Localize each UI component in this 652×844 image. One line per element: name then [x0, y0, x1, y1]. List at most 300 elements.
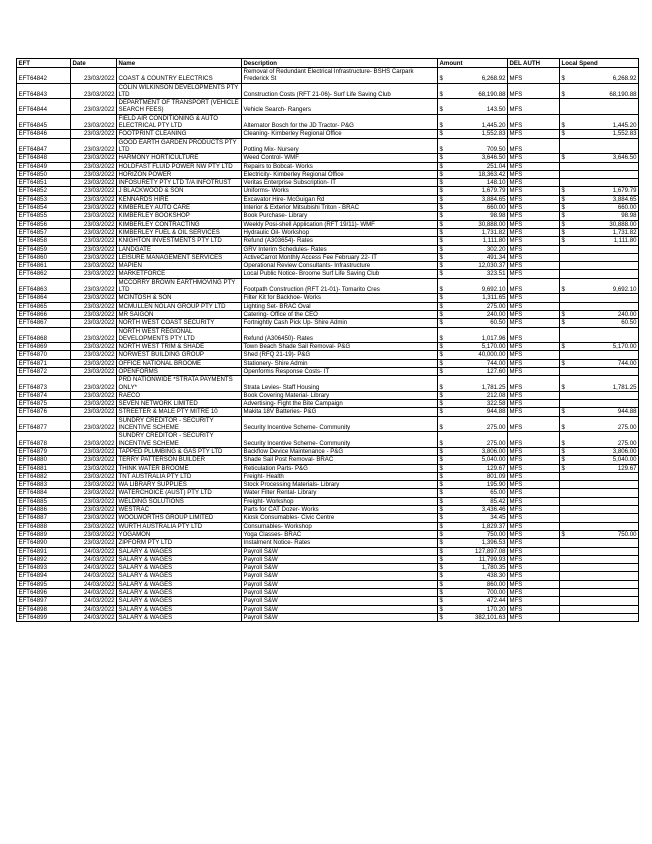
del-auth-cell: MFS [508, 162, 560, 170]
currency-symbol: $ [439, 204, 443, 212]
currency-symbol: $ [561, 383, 565, 391]
name-cell: OPENFORMS [117, 367, 242, 375]
eft-cell: EFT64844 [17, 99, 71, 115]
currency-symbol: $ [439, 106, 443, 114]
amount-cell-value: 302.20 [486, 245, 506, 253]
eft-cell: EFT64847 [17, 138, 71, 154]
amount-cell [438, 237, 508, 245]
local-spend-cell [560, 302, 639, 310]
description-cell: Payroll S&W [242, 605, 438, 613]
currency-symbol: $ [439, 351, 443, 359]
amount-cell [438, 130, 508, 138]
local-spend-cell [560, 580, 639, 588]
amount-cell [438, 187, 508, 195]
amount-cell [438, 270, 508, 278]
name-cell: FOOTPRINT CLEANING [117, 130, 242, 138]
local-spend-cell [560, 245, 639, 253]
local-spend-cell [560, 489, 639, 497]
date-cell: 23/03/2022 [71, 497, 117, 505]
amount-cell-value: 34.45 [490, 514, 506, 522]
name-cell: COLIN WILKINSON DEVELOPMENTS PTY LTD [117, 83, 242, 99]
local-spend-cell [560, 327, 639, 343]
del-auth-cell: MFS [508, 187, 560, 195]
payments-table [16, 58, 639, 622]
amount-cell [438, 327, 508, 343]
date-cell: 23/03/2022 [71, 130, 117, 138]
date-cell: 24/03/2022 [71, 555, 117, 563]
del-auth-cell: MFS [508, 114, 560, 130]
name-cell: COAST & COUNTRY ELECTRICS [117, 68, 242, 84]
local-spend-cell-value: 1,679.79 [612, 187, 637, 195]
eft-cell: EFT64863 [17, 278, 71, 294]
del-auth-cell: MFS [508, 99, 560, 115]
amount-cell [438, 179, 508, 187]
amount-cell-value: 127.60 [486, 367, 506, 375]
amount-cell-value: 3,646.50 [481, 154, 506, 162]
amount-cell [438, 319, 508, 327]
description-cell: Local Public Notice- Broome Surf Life Saving Club [242, 270, 438, 278]
amount-cell-value: 240.00 [486, 310, 506, 318]
eft-cell: EFT64851 [17, 179, 71, 187]
currency-symbol: $ [439, 212, 443, 220]
date-cell: 23/03/2022 [71, 432, 117, 448]
table-row [17, 514, 639, 522]
del-auth-cell: MFS [508, 547, 560, 555]
del-auth-cell: MFS [508, 270, 560, 278]
amount-cell [438, 99, 508, 115]
amount-cell [438, 447, 508, 455]
amount-cell-value: 275.00 [486, 439, 506, 447]
eft-cell: EFT64886 [17, 506, 71, 514]
local-spend-cell [560, 522, 639, 530]
local-spend-cell [560, 564, 639, 572]
name-cell: LEISURE MANAGEMENT SERVICES [117, 253, 242, 261]
amount-cell [438, 456, 508, 464]
local-spend-cell [560, 530, 639, 538]
local-spend-cell-value: 1,445.20 [612, 122, 637, 130]
amount-cell [438, 489, 508, 497]
amount-cell-value: 5,040.00 [481, 456, 506, 464]
local-spend-cell [560, 506, 639, 514]
table-row [17, 170, 639, 178]
amount-cell [438, 253, 508, 261]
description-cell: Lighting Set- BRAC Oval [242, 302, 438, 310]
currency-symbol: $ [439, 145, 443, 153]
amount-cell-value: 11,799.93 [478, 555, 506, 563]
description-cell: Weed Control- WMF [242, 154, 438, 162]
currency-symbol: $ [439, 359, 443, 367]
eft-cell: EFT64848 [17, 154, 71, 162]
local-spend-cell [560, 447, 639, 455]
currency-symbol: $ [439, 228, 443, 236]
eft-cell: EFT64868 [17, 327, 71, 343]
currency-symbol: $ [439, 170, 443, 178]
local-spend-cell [560, 572, 639, 580]
name-cell: NORTH WEST TRIM & SHADE [117, 343, 242, 351]
local-spend-cell [560, 294, 639, 302]
description-cell: Operational Review Consultants- Infrastructure [242, 262, 438, 270]
eft-cell: EFT64869 [17, 343, 71, 351]
date-cell: 23/03/2022 [71, 416, 117, 432]
local-spend-cell [560, 130, 639, 138]
name-cell: WESTRAC [117, 506, 242, 514]
description-cell: Yoga Classes- BRAC [242, 530, 438, 538]
description-cell: Backflow Device Maintenance - P&G [242, 447, 438, 455]
date-cell: 24/03/2022 [71, 572, 117, 580]
date-cell: 23/03/2022 [71, 212, 117, 220]
del-auth-cell: MFS [508, 68, 560, 84]
table-row [17, 597, 639, 605]
amount-cell-value: 1,445.20 [481, 122, 506, 130]
eft-cell: EFT64874 [17, 391, 71, 399]
date-cell: 23/03/2022 [71, 481, 117, 489]
table-row [17, 359, 639, 367]
table-row [17, 154, 639, 162]
local-spend-cell [560, 589, 639, 597]
date-cell: 23/03/2022 [71, 539, 117, 547]
table-row [17, 472, 639, 480]
local-spend-cell-value: 275.00 [617, 439, 637, 447]
date-cell: 23/03/2022 [71, 237, 117, 245]
description-cell: Hydraulic Oil- Workshop [242, 228, 438, 236]
eft-cell: EFT64852 [17, 187, 71, 195]
amount-cell-value: 382,101.63 [475, 613, 506, 621]
currency-symbol: $ [439, 310, 443, 318]
del-auth-cell: MFS [508, 278, 560, 294]
amount-cell [438, 400, 508, 408]
name-cell: OFFICE NATIONAL BROOME [117, 359, 242, 367]
currency-symbol: $ [561, 464, 565, 472]
local-spend-cell [560, 514, 639, 522]
amount-cell-value: 1,311.65 [482, 294, 506, 302]
local-spend-cell [560, 270, 639, 278]
local-spend-cell-value: 275.00 [617, 424, 637, 432]
local-spend-cell [560, 359, 639, 367]
description-cell: Book Purchase- Library [242, 212, 438, 220]
local-spend-cell-value: 240.00 [617, 310, 637, 318]
name-cell: SUNDRY CREDITOR - SECURITY INCENTIVE SCHEME [117, 432, 242, 448]
amount-cell [438, 613, 508, 621]
local-spend-cell [560, 228, 639, 236]
eft-cell: EFT64865 [17, 302, 71, 310]
amount-cell-value: 98.98 [490, 212, 506, 220]
del-auth-cell: MFS [508, 310, 560, 318]
currency-symbol: $ [561, 90, 565, 98]
currency-symbol: $ [439, 506, 443, 514]
amount-cell [438, 597, 508, 605]
table-row [17, 447, 639, 455]
local-spend-cell-value: 98.98 [621, 212, 637, 220]
del-auth-cell: MFS [508, 204, 560, 212]
table-row [17, 613, 639, 621]
date-cell: 23/03/2022 [71, 400, 117, 408]
amount-cell [438, 472, 508, 480]
del-auth-cell: MFS [508, 564, 560, 572]
table-row [17, 327, 639, 343]
currency-symbol: $ [439, 195, 443, 203]
amount-cell [438, 83, 508, 99]
local-spend-cell-value: 750.00 [617, 530, 637, 538]
amount-cell-value: 1,396.53 [481, 539, 506, 547]
local-spend-cell [560, 154, 639, 162]
table-row [17, 99, 639, 115]
currency-symbol: $ [561, 212, 565, 220]
name-cell: STREETER & MALE PTY MITRE 10 [117, 408, 242, 416]
col-header-eft: EFT [17, 59, 71, 68]
currency-symbol: $ [561, 439, 565, 447]
amount-cell [438, 481, 508, 489]
currency-symbol: $ [439, 564, 443, 572]
date-cell: 23/03/2022 [71, 245, 117, 253]
eft-cell: EFT64877 [17, 416, 71, 432]
table-row [17, 481, 639, 489]
table-row [17, 302, 639, 310]
amount-cell [438, 212, 508, 220]
amount-cell-value: 143.50 [486, 106, 506, 114]
name-cell: KIMBERLEY AUTO CARE [117, 204, 242, 212]
eft-cell: EFT64895 [17, 580, 71, 588]
description-cell: Kiosk Consumables- Civic Centre [242, 514, 438, 522]
amount-cell [438, 547, 508, 555]
description-cell: Payroll S&W [242, 580, 438, 588]
local-spend-cell [560, 310, 639, 318]
local-spend-cell-value: 68,190.88 [609, 90, 637, 98]
del-auth-cell: MFS [508, 522, 560, 530]
amount-cell-value: 1,111.80 [482, 237, 506, 245]
currency-symbol: $ [561, 122, 565, 130]
currency-symbol: $ [439, 497, 443, 505]
name-cell: WOOLWORTHS GROUP LIMITED [117, 514, 242, 522]
local-spend-cell [560, 195, 639, 203]
name-cell: SALARY & WAGES [117, 613, 242, 621]
date-cell: 23/03/2022 [71, 376, 117, 392]
amount-cell-value: 251.04 [486, 162, 506, 170]
currency-symbol: $ [439, 367, 443, 375]
local-spend-cell [560, 179, 639, 187]
description-cell: Uniforms- Works [242, 187, 438, 195]
name-cell: KNIGHTON INVESTMENTS PTY LTD [117, 237, 242, 245]
currency-symbol: $ [439, 597, 443, 605]
eft-cell: EFT64875 [17, 400, 71, 408]
currency-symbol: $ [439, 530, 443, 538]
description-cell: Payroll S&W [242, 564, 438, 572]
description-cell: Removal of Redundant Electrical Infrastructure- BSHS Carpark Frederick St [242, 68, 438, 84]
table-row [17, 237, 639, 245]
local-spend-cell [560, 456, 639, 464]
amount-cell-value: 148.10 [486, 179, 506, 187]
date-cell: 23/03/2022 [71, 99, 117, 115]
description-cell: Stock Processing Materials- Library [242, 481, 438, 489]
amount-cell-value: 3,436.46 [481, 506, 506, 514]
currency-symbol: $ [439, 514, 443, 522]
name-cell: SALARY & WAGES [117, 597, 242, 605]
eft-cell: EFT64876 [17, 408, 71, 416]
local-spend-cell-value: 3,806.00 [612, 447, 637, 455]
del-auth-cell: MFS [508, 447, 560, 455]
description-cell: Excavator Hire- McGuigan Rd [242, 195, 438, 203]
amount-cell [438, 294, 508, 302]
amount-cell-value: 1,781.25 [481, 383, 506, 391]
local-spend-cell [560, 343, 639, 351]
eft-cell: EFT64853 [17, 195, 71, 203]
currency-symbol: $ [439, 447, 443, 455]
local-spend-cell-value: 60.50 [621, 319, 637, 327]
description-cell: Payroll S&W [242, 572, 438, 580]
date-cell: 23/03/2022 [71, 530, 117, 538]
table-row [17, 572, 639, 580]
name-cell: MARKETFORCE [117, 270, 242, 278]
description-cell: Payroll S&W [242, 555, 438, 563]
description-cell: ActiveCarrot Monthly Access Fee February 22- IT [242, 253, 438, 261]
del-auth-cell: MFS [508, 302, 560, 310]
date-cell: 23/03/2022 [71, 114, 117, 130]
del-auth-cell: MFS [508, 319, 560, 327]
local-spend-cell [560, 253, 639, 261]
table-row [17, 489, 639, 497]
local-spend-cell-value: 1,111.80 [613, 237, 637, 245]
currency-symbol: $ [561, 237, 565, 245]
eft-cell: EFT64862 [17, 270, 71, 278]
local-spend-cell-value: 1,731.82 [612, 228, 637, 236]
col-header-description: Description [242, 59, 438, 68]
local-spend-cell [560, 99, 639, 115]
del-auth-cell: MFS [508, 456, 560, 464]
description-cell: Fortnightly Cash Pick Up- Shire Admin [242, 319, 438, 327]
name-cell: SALARY & WAGES [117, 580, 242, 588]
description-cell: Cleaning- Kimberley Regional Office [242, 130, 438, 138]
del-auth-cell: MFS [508, 130, 560, 138]
description-cell: Refund (A303654)- Rates [242, 237, 438, 245]
description-cell: Alternator Bosch for the JD Tractor- P&G [242, 114, 438, 130]
currency-symbol: $ [439, 154, 443, 162]
description-cell: Payroll S&W [242, 613, 438, 621]
amount-cell-value: 801.09 [486, 472, 506, 480]
amount-cell [438, 351, 508, 359]
description-cell: Freight- Health [242, 472, 438, 480]
local-spend-cell [560, 472, 639, 480]
date-cell: 23/03/2022 [71, 408, 117, 416]
name-cell: NORWEST BUILDING GROUP [117, 351, 242, 359]
description-cell: Book Covering Material- Library [242, 391, 438, 399]
del-auth-cell: MFS [508, 555, 560, 563]
date-cell: 23/03/2022 [71, 359, 117, 367]
amount-cell-value: 40,000.00 [478, 351, 506, 359]
amount-cell [438, 228, 508, 236]
date-cell: 23/03/2022 [71, 220, 117, 228]
amount-cell-value: 9,692.10 [481, 286, 506, 294]
amount-cell [438, 343, 508, 351]
currency-symbol: $ [439, 286, 443, 294]
currency-symbol: $ [439, 605, 443, 613]
local-spend-cell [560, 278, 639, 294]
date-cell: 24/03/2022 [71, 547, 117, 555]
description-cell: Security Incentive Scheme- Community [242, 416, 438, 432]
table-row [17, 343, 639, 351]
description-cell: Security Incentive Scheme- Community [242, 432, 438, 448]
table-row [17, 278, 639, 294]
date-cell: 23/03/2022 [71, 270, 117, 278]
del-auth-cell: MFS [508, 367, 560, 375]
del-auth-cell: MFS [508, 212, 560, 220]
amount-cell [438, 162, 508, 170]
amount-cell-value: 275.00 [486, 424, 506, 432]
amount-cell [438, 464, 508, 472]
description-cell: Parts for CAT Dozer- Works [242, 506, 438, 514]
amount-cell-value: 3,806.00 [481, 447, 506, 455]
del-auth-cell: MFS [508, 605, 560, 613]
amount-cell-value: 68,190.88 [478, 90, 506, 98]
table-row [17, 400, 639, 408]
date-cell: 23/03/2022 [71, 343, 117, 351]
name-cell: WATERCHOICE (AUST) PTY LTD [117, 489, 242, 497]
table-row [17, 138, 639, 154]
name-cell: GOOD EARTH GARDEN PRODUCTS PTY LTD [117, 138, 242, 154]
currency-symbol: $ [561, 447, 565, 455]
currency-symbol: $ [561, 286, 565, 294]
col-header-date: Date [71, 59, 117, 68]
amount-cell-value: 750.00 [486, 530, 506, 538]
eft-cell: EFT64872 [17, 367, 71, 375]
table-row [17, 83, 639, 99]
eft-cell: EFT64896 [17, 589, 71, 597]
amount-cell-value: 3,884.65 [481, 195, 506, 203]
amount-cell-value: 709.50 [486, 145, 506, 153]
eft-cell: EFT64864 [17, 294, 71, 302]
amount-cell [438, 302, 508, 310]
currency-symbol: $ [561, 220, 565, 228]
eft-cell: EFT64899 [17, 613, 71, 621]
date-cell: 23/03/2022 [71, 228, 117, 236]
name-cell: TNT AUSTRALIA PTY LTD [117, 472, 242, 480]
col-header-del-auth: DEL AUTH [508, 59, 560, 68]
amount-cell [438, 204, 508, 212]
currency-symbol: $ [439, 439, 443, 447]
description-cell: Stationery- Shire Admin [242, 359, 438, 367]
amount-cell [438, 245, 508, 253]
local-spend-cell [560, 204, 639, 212]
currency-symbol: $ [439, 245, 443, 253]
amount-cell [438, 506, 508, 514]
date-cell: 23/03/2022 [71, 367, 117, 375]
currency-symbol: $ [439, 383, 443, 391]
currency-symbol: $ [439, 572, 443, 580]
eft-cell: EFT64891 [17, 547, 71, 555]
del-auth-cell: MFS [508, 237, 560, 245]
currency-symbol: $ [439, 613, 443, 621]
local-spend-cell-value: 5,170.00 [612, 343, 637, 351]
description-cell: Electricity- Kimberley Regional Office [242, 170, 438, 178]
eft-cell: EFT64889 [17, 530, 71, 538]
name-cell: MCMULLEN NOLAN GROUP PTY LTD [117, 302, 242, 310]
del-auth-cell: MFS [508, 195, 560, 203]
amount-cell-value: 65.00 [490, 489, 506, 497]
name-cell: ZIPFORM PTY LTD [117, 539, 242, 547]
currency-symbol: $ [439, 90, 443, 98]
description-cell: Construction Costs (RFT 21-06)- Surf Life Saving Club [242, 83, 438, 99]
name-cell: MAPIEN [117, 262, 242, 270]
table-row [17, 319, 639, 327]
amount-cell [438, 367, 508, 375]
table-row [17, 220, 639, 228]
del-auth-cell: MFS [508, 530, 560, 538]
eft-cell: EFT64885 [17, 497, 71, 505]
name-cell: MCCORRY BROWN EARTHMOVING PTY LTD [117, 278, 242, 294]
amount-cell-value: 1,731.82 [481, 228, 506, 236]
currency-symbol: $ [439, 262, 443, 270]
date-cell: 23/03/2022 [71, 447, 117, 455]
name-cell: WURTH AUSTRALIA PTY LTD [117, 522, 242, 530]
date-cell: 23/03/2022 [71, 310, 117, 318]
